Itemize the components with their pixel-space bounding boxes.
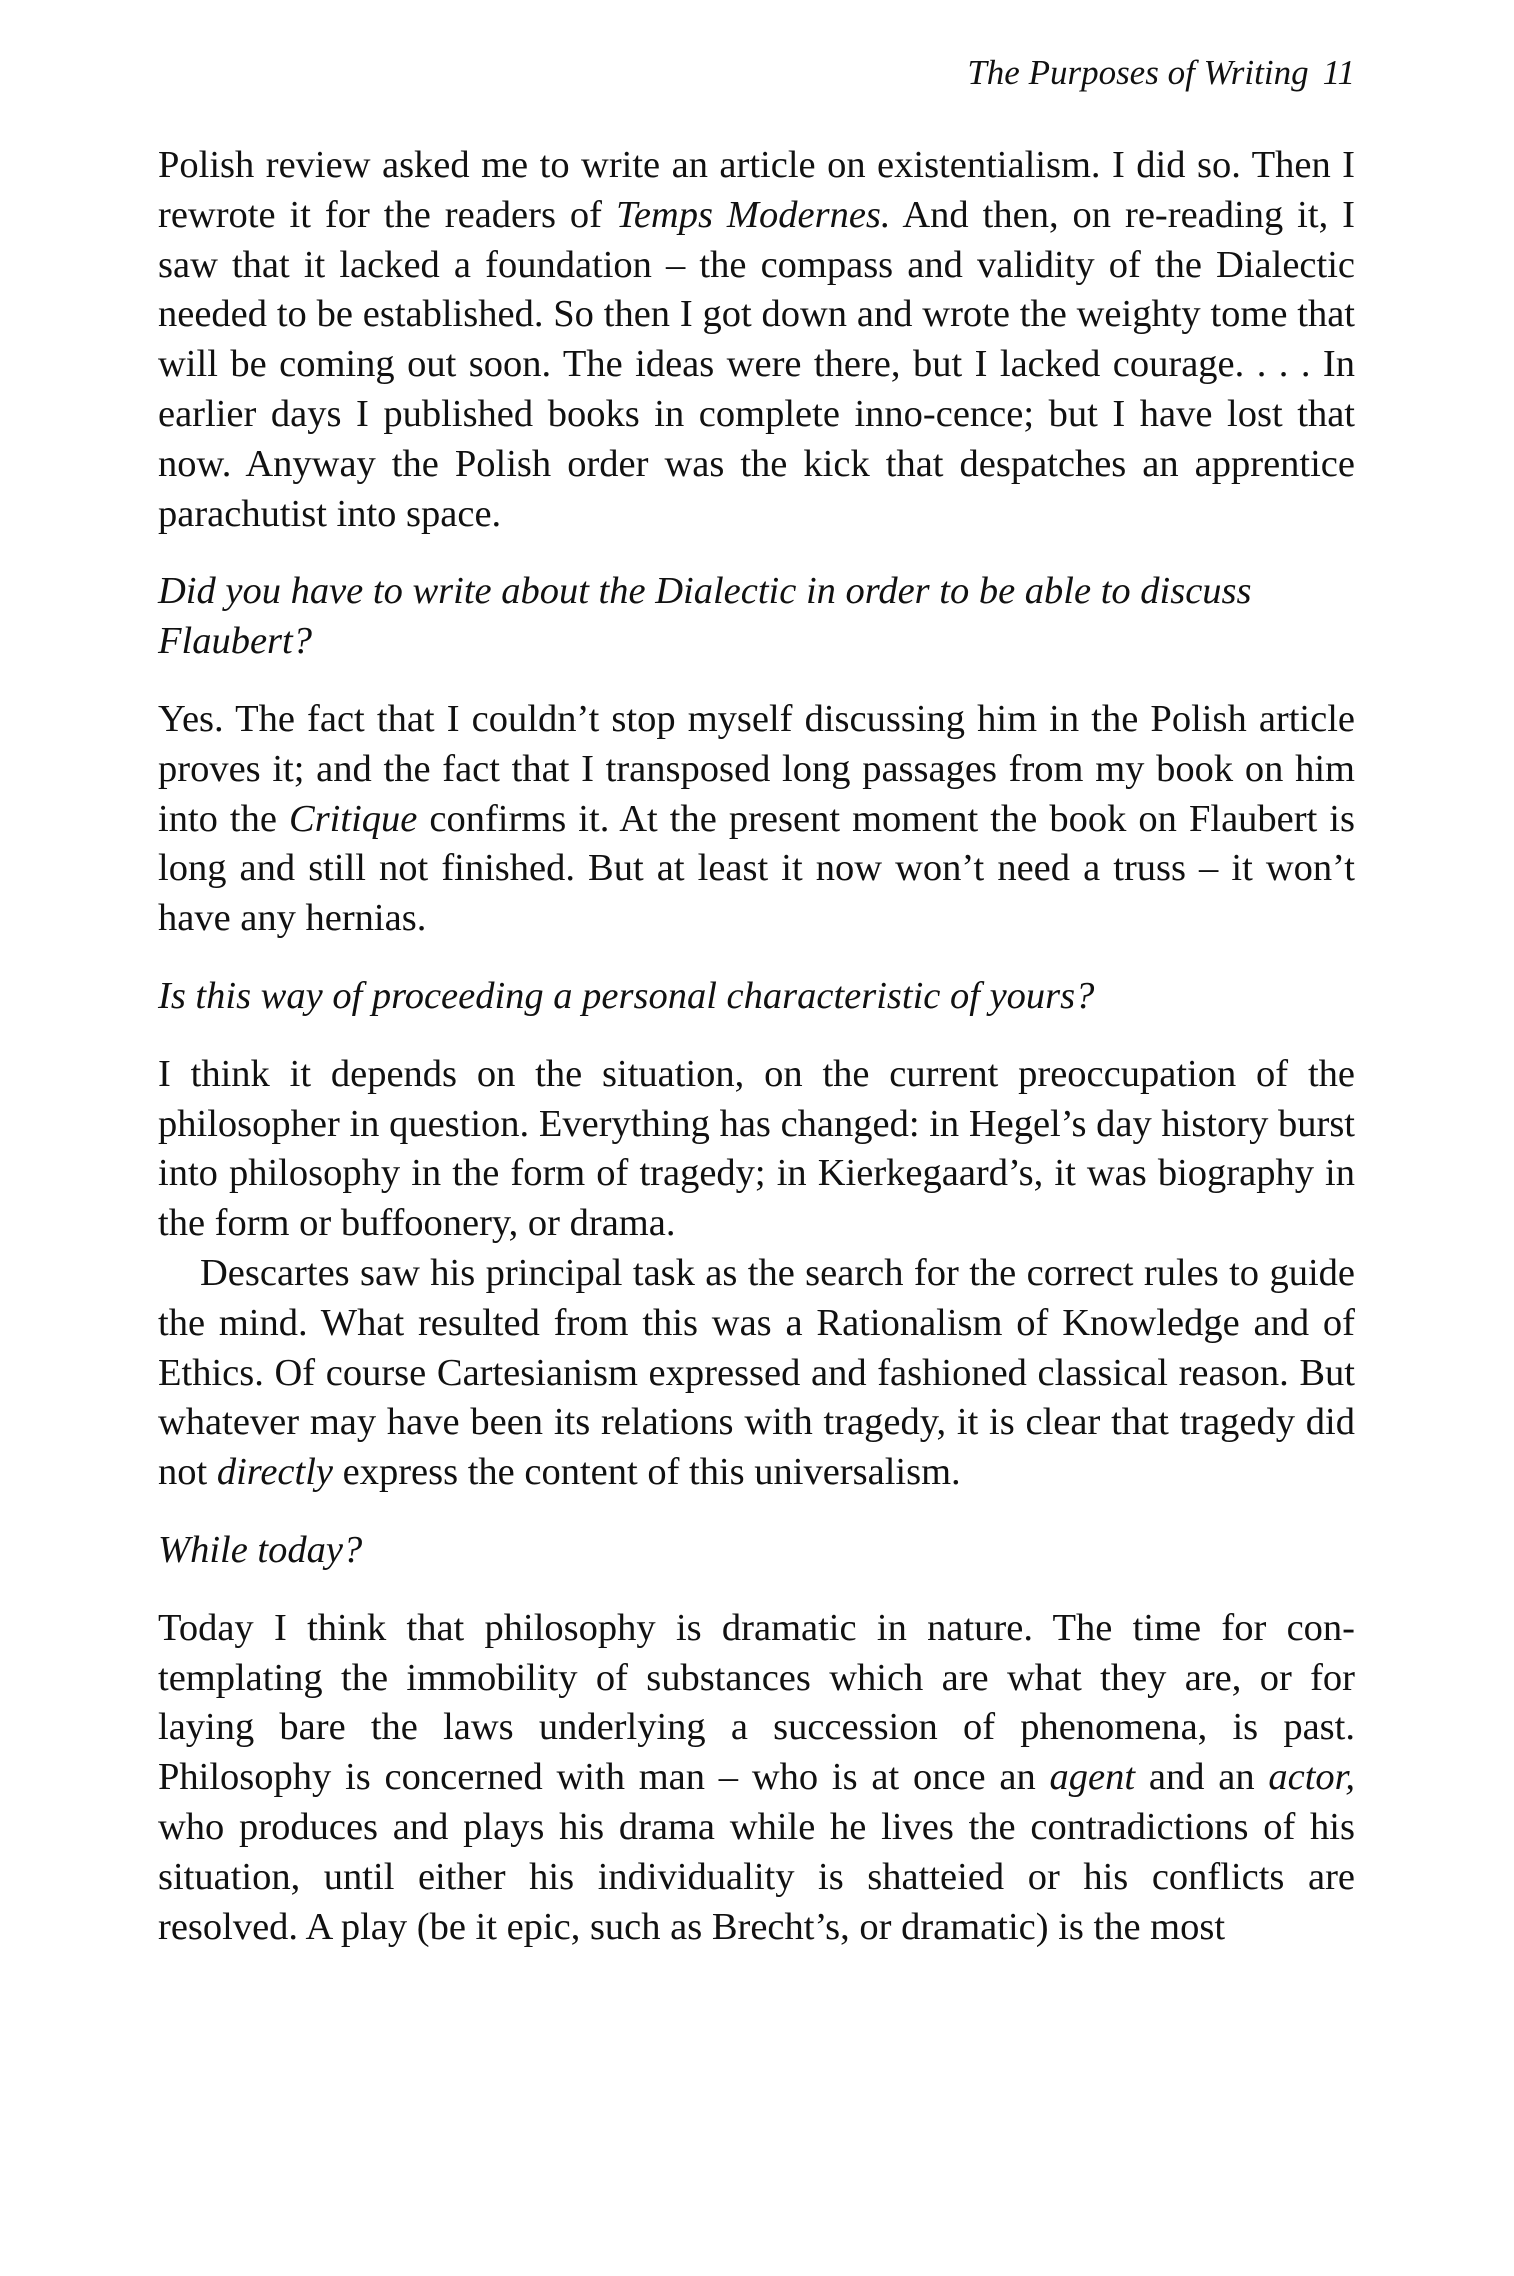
emphasis-directly: directly — [216, 1451, 333, 1494]
book-page — [158, 50, 1355, 1952]
running-header — [158, 50, 1355, 96]
paragraph-existentialism-article: Polish review asked me to write an article on existentialism. I did so. Then I rewrote it for the readers of Temps Modernes. And then, on re-reading it, I saw that it lacked a foundation – the compass and validity of the Dialectic needed to be established. So then I got down and wrote the weighty tome that will be coming out soon. The ideas were there, but I lacked courage. . . . In earlier days I published books in complete inno-cence; but I have lost that now. Anyway the Polish order was the kick that despatches an apprentice parachutist into space. — [158, 144, 1355, 535]
interview-question-dialectic: Did you have to write about the Dialectic in order to be able to discuss Flaubert? — [158, 570, 1252, 663]
page-number: 11 — [1322, 53, 1355, 92]
title-temps-modernes: Temps Modernes. — [615, 193, 891, 236]
paragraph-answer-situation: I think it depends on the situation, on the current preoccupation of the philosopher in question. Everything has changed: in Hegel’s day history burst into philosophy in the form of tragedy; in Kierkegaard’s, it was biography in the form or buffoonery, or drama. — [158, 1052, 1355, 1245]
emphasis-agent: agent — [1049, 1756, 1136, 1799]
title-critique: Critique — [289, 797, 418, 840]
emphasis-actor: actor, — [1268, 1756, 1355, 1799]
interview-question-proceeding: Is this way of proceeding a personal characteristic of yours? — [158, 974, 1095, 1017]
paragraph-philosophy-dramatic: Today I think that philosophy is dramatic in nature. The time for con-templating the immobility of substances which are what they are, or for laying bare the laws underlying a succession of phenomena, is past. Philosophy is concerned with man – who is at once an agent and an actor, who produces and plays his drama while he lives the contradictions of his situation, until either his individuality is shatteied or his conflicts are resolved. A play (be it epic, such as Brecht’s, or dramatic) is the most — [158, 1606, 1355, 1948]
paragraph-answer-flaubert: Yes. The fact that I couldn’t stop myself discussing him in the Polish article proves it; and the fact that I transposed long passages from my book on him into the Critique confirms it. At the present moment the book on Flaubert is long and still not finished. But at least it now won’t need a truss – it won’t have any hernias. — [158, 697, 1355, 940]
running-title: The Purposes of Writing — [967, 53, 1309, 92]
interview-question-today: While today? — [158, 1528, 363, 1571]
paragraph-descartes: Descartes saw his principal task as the search for the correct rules to guide the mind. What resulted from this was a Rationalism of Knowledge and of Ethics. Of course Cartesianism expressed and fashioned classical reason. But whatever may have been its relations with tragedy, it is clear that tragedy did not directly express the content of this universalism. — [158, 1251, 1355, 1494]
